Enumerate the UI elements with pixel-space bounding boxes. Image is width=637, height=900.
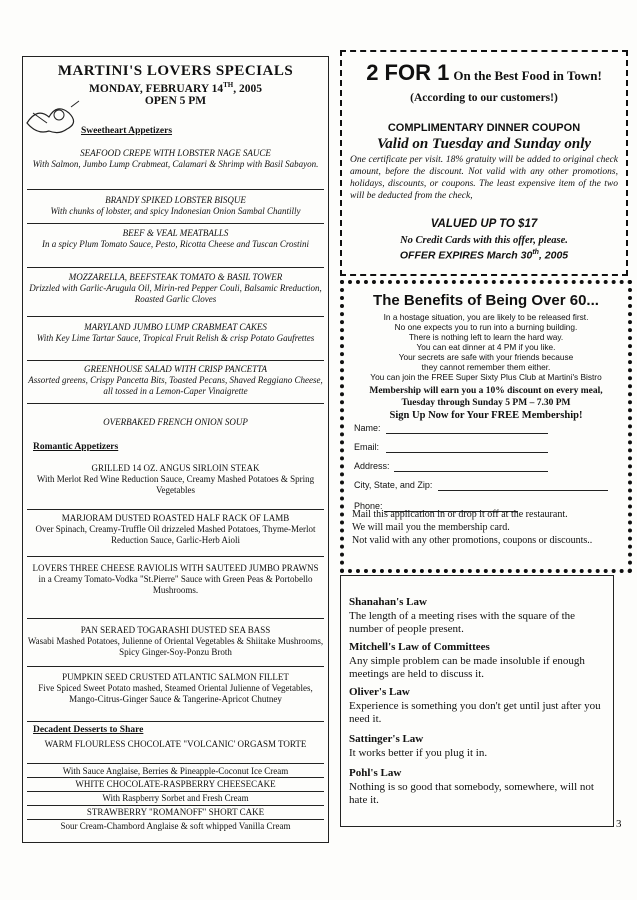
law-text: Nothing is so good that somebody, somewhere, will not hate it. <box>349 781 594 806</box>
name-field[interactable] <box>386 433 548 434</box>
sweetheart-heading: Sweetheart Appetizers <box>81 126 173 136</box>
law-title: Shanahan's Law <box>349 596 427 608</box>
law-title: Pohl's Law <box>349 767 402 779</box>
romantic-heading: Romantic Appetizers <box>33 442 119 452</box>
menu-item: GRILLED 14 OZ. ANGUS SIRLOIN STEAK With Merlot Red Wine Reduction Sauce, Creamy Mashed Potatoes & Spring Vegetables <box>36 463 315 495</box>
divider <box>27 509 324 510</box>
law-text: Experience is something you don't get until just after you need it. <box>349 700 601 725</box>
benefits-days: Tuesday through Sunday 5 PM – 7.30 PM <box>401 398 571 408</box>
menu-item: SEAFOOD CREPE WITH LOBSTER NAGE SAUCE With Salmon, Jumbo Lump Crabmeat, Calamari & Shrimp with Basil Sabayon. <box>32 148 319 169</box>
benefits-membership: Membership will earn you a 10% discount on every meal, <box>369 386 603 396</box>
menu-title: MARTINI'S LOVERS SPECIALS <box>57 63 294 79</box>
divider <box>27 403 324 404</box>
coupon-headline: 2 FOR 1 On the Best Food in Town! <box>366 60 602 85</box>
divider <box>27 316 324 317</box>
divider <box>27 721 324 722</box>
laws-box <box>340 575 614 827</box>
law-title: Sattinger's Law <box>349 733 424 745</box>
law-text: The length of a meeting rises with the square of the number of people present. <box>349 610 576 635</box>
coupon-terms: One certificate per visit. 18% gratuity will be added to original check amount, before the discount. Not valid with any other promotions, holidays, discounts, or coupons. The least expensive item of the two will be deducted from the check, <box>350 155 618 201</box>
benefits-list: In a hostage situation, you are likely to be released first. No one expects you to run into a burning building. There is nothing left to learn the hard way. You can eat dinner at 4 PM if you like. Your secrets are safe with your friends because they cannot remember them either. You can join the FREE Super Sixty Plus Club at Martini's Bistro <box>370 312 602 382</box>
divider <box>27 819 324 820</box>
divider <box>27 777 324 778</box>
coupon-expires: OFFER EXPIRES March 30th, 2005 <box>399 249 569 262</box>
menu-item: PAN SERAED TOGARASHI DUSTED SEA BASS Wasabi Mashed Potatoes, Julienne of Oriental Vegetables & Shiitake Mushrooms, Spicy Ginger-Soy-Ponzu Broth <box>27 625 324 657</box>
divider <box>27 223 324 224</box>
city-state-zip-label: City, State, and Zip: <box>354 480 433 490</box>
coupon-value: VALUED UP TO $17 <box>430 218 538 230</box>
menu-item: BRANDY SPIKED LOBSTER BISQUE With chunks of lobster, and spicy Indonesian Onion Sambal Chantilly <box>50 195 301 216</box>
menu-open-time: OPEN 5 PM <box>144 95 207 107</box>
cupid-icon <box>23 93 85 139</box>
law-text: Any simple problem can be made insoluble if enough meetings are held to discuss it. <box>349 655 585 680</box>
email-label: Email: <box>354 442 380 452</box>
benefits-signup: Sign Up Now for Your FREE Membership! <box>389 410 583 421</box>
page-number: 3 <box>616 818 622 830</box>
name-label: Name: <box>354 423 381 433</box>
coupon-title: COMPLIMENTARY DINNER COUPON <box>387 122 581 134</box>
dessert-heading: Decadent Desserts to Share <box>33 725 144 735</box>
dinner-coupon <box>340 50 628 276</box>
benefits-title: The Benefits of Being Over 60... <box>373 292 599 309</box>
divider <box>27 267 324 268</box>
menu-item: With Sauce Anglaise, Berries & Pineapple-Coconut Ice Cream <box>62 766 289 776</box>
menu-item: PUMPKIN SEED CRUSTED ATLANTIC SALMON FILLET Five Spiced Sweet Potato mashed, Steamed Oriental Julienne of Vegetables, Mango-Citrus-Ginger Sauce & Tangerine-Apricot Chutney <box>38 672 313 704</box>
divider <box>27 805 324 806</box>
menu-item: MARJORAM DUSTED ROASTED HALF RACK OF LAMB Over Spinach, Creamy-Truffle Oil drizzeled Mashed Potatoes, Thyme-Merlot Reduction Sauce, Garlic-Herb Aioli <box>35 513 316 545</box>
benefits-over-60 <box>340 280 632 573</box>
divider <box>27 360 324 361</box>
divider <box>27 791 324 792</box>
benefits-footer: Mail this application in or drop it off at the restaurant. We will mail you the membership card. Not valid with any other promotions, coupons or discounts.. <box>352 509 593 546</box>
menu-item: MARYLAND JUMBO LUMP CRABMEAT CAKES With Key Lime Tartar Sauce, Tropical Fruit Relish & crisp Potato Gaufrettes <box>36 322 315 343</box>
coupon-valid-days: Valid on Tuesday and Sunday only <box>376 136 592 152</box>
menu-item: OVERBAKED FRENCH ONION SOUP <box>103 417 248 427</box>
menu-item: GREENHOUSE SALAD WITH CRISP PANCETTA Assorted greens, Crispy Pancetta Bits, Toasted Pecans, Shaved Reggiano Cheese, all tossed in a Lemon-Caper Vinaigrette <box>28 364 323 396</box>
menu-item: WARM FLOURLESS CHOCOLATE "VOLCANIC' ORGASM TORTE <box>44 739 307 749</box>
menu-item: WHITE CHOCOLATE-RASPBERRY CHEESECAKE <box>75 779 276 789</box>
menu-item: Sour Cream-Chambord Anglaise & soft whipped Vanilla Cream <box>60 821 291 831</box>
coupon-subtitle: (According to our customers!) <box>410 92 558 104</box>
menu-item: MOZZARELLA, BEEFSTEAK TOMATO & BASIL TOWER Drizzled with Garlic-Arugula Oil, Mirin-red Pepper Couli, Balsamic Rreduction, Roasted Garlic Cloves <box>29 272 322 304</box>
law-text: It works better if you plug it in. <box>349 747 488 759</box>
address-label: Address: <box>354 461 390 471</box>
divider <box>27 618 324 619</box>
menu-item: STRAWBERRY "ROMANOFF" SHORT CAKE <box>86 807 265 817</box>
city-state-zip-field[interactable] <box>438 490 608 491</box>
law-title: Mitchell's Law of Committees <box>349 641 490 653</box>
divider <box>27 666 324 667</box>
divider <box>27 763 324 764</box>
coupon-no-cards: No Credit Cards with this offer, please. <box>400 235 568 246</box>
phone-label: Phone: <box>354 501 383 511</box>
address-field[interactable] <box>394 471 548 472</box>
specials-menu <box>22 56 329 843</box>
menu-item: LOVERS THREE CHEESE RAVIOLIS WITH SAUTEED JUMBO PRAWNS in a Creamy Tomato-Vodka "St.Pierre" Sauce with Green Peas & Portobello Mushrooms. <box>32 563 319 595</box>
menu-item: With Raspberry Sorbet and Fresh Cream <box>102 793 249 803</box>
menu-date: MONDAY, FEBRUARY 14TH, 2005 <box>89 81 262 95</box>
law-title: Oliver's Law <box>349 686 410 698</box>
divider <box>27 556 324 557</box>
divider <box>27 189 324 190</box>
email-field[interactable] <box>386 452 548 453</box>
menu-item: BEEF & VEAL MEATBALLS In a spicy Plum Tomato Sauce, Pesto, Ricotta Cheese and Tuscan Crostini <box>41 228 310 249</box>
